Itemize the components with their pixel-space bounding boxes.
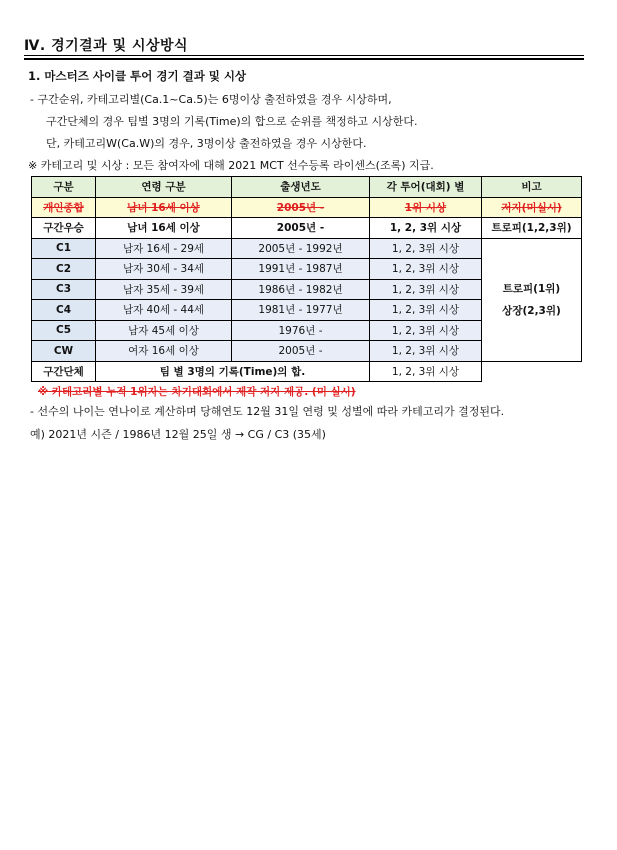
table-cell: 1981년 - 1977년 — [232, 300, 370, 321]
table-cell: 남자 30세 - 34세 — [96, 259, 232, 280]
section-rule-thick — [24, 58, 584, 60]
table-cell: 남녀 16세 이상 — [96, 218, 232, 239]
footer-line-2: 예) 2021년 시즌 / 1986년 12월 25일 생 → CG / C3 (35세) — [30, 428, 326, 441]
section-rule-thin — [24, 55, 584, 56]
table-cell: C5 — [32, 320, 96, 341]
prize-note-trophy: 트로피(1위) — [502, 282, 561, 295]
table-cell: 1, 2, 3위 시상 — [370, 279, 482, 300]
header-cell: 출생년도 — [232, 177, 370, 198]
table-cell: 남자 16세 - 29세 — [96, 238, 232, 259]
rule-line-1: - 구간순위, 카테고리별(Ca.1~Ca.5)는 6명이상 출전하였을 경우 시상하며, — [30, 93, 392, 106]
table-cell: 1, 2, 3위 시상 — [370, 259, 482, 280]
table-cell: 1, 2, 3위 시상 — [370, 238, 482, 259]
table-cell: C3 — [32, 279, 96, 300]
table-cell: 1, 2, 3위 시상 — [370, 218, 482, 239]
table-cell: 구간우승 — [32, 218, 96, 239]
prize-note-cell — [482, 238, 582, 361]
header-cell: 연령 구분 — [96, 177, 232, 198]
table-cell: 1위 시상 — [370, 197, 482, 218]
table-cell: 남녀 16세 이상 — [96, 197, 232, 218]
table-cell: 남자 40세 - 44세 — [96, 300, 232, 321]
table-cell: 2005년 - — [232, 197, 370, 218]
award-table — [31, 176, 582, 382]
table-cell: 2005년 - — [232, 218, 370, 239]
table-cell: 2005년 - 1992년 — [232, 238, 370, 259]
rule-line-4: ※ 카테고리 및 시상 : 모든 참여자에 대해 2021 MCT 선수등록 라이센스(조록) 지급. — [28, 159, 434, 172]
footer-line-1: - 선수의 나이는 연나이로 계산하며 당해연도 12월 31일 연령 및 성별에 따라 카테고리가 결정된다. — [30, 405, 505, 418]
table-cell: C4 — [32, 300, 96, 321]
subsection-title: 1. 마스터즈 사이클 투어 경기 결과 및 시상 — [28, 69, 247, 83]
header-cell: 각 투어(대회) 별 — [370, 177, 482, 198]
table-row-struck — [32, 197, 582, 218]
table-cell: 개인종합 — [32, 197, 96, 218]
header-cell: 구분 — [32, 177, 96, 198]
table-cell: 1986년 - 1982년 — [232, 279, 370, 300]
table-cell: 1, 2, 3위 시상 — [370, 361, 482, 382]
table-cell: 1, 2, 3위 시상 — [370, 341, 482, 362]
table-cell: C1 — [32, 238, 96, 259]
table-cell: 남자 35세 - 39세 — [96, 279, 232, 300]
table-cell: 1, 2, 3위 시상 — [370, 300, 482, 321]
table-cell: 1976년 - — [232, 320, 370, 341]
table-cell: 남자 45세 이상 — [96, 320, 232, 341]
table-cell: 2005년 - — [232, 341, 370, 362]
table-cell: 팀 별 3명의 기록(Time)의 합. — [96, 361, 370, 382]
table-cell: 1, 2, 3위 시상 — [370, 320, 482, 341]
header-cell: 비고 — [482, 177, 582, 198]
section-title: Ⅳ. 경기결과 및 시상방식 — [24, 38, 189, 54]
table-header-row — [32, 177, 582, 198]
rule-line-2: 구간단체의 경우 팀별 3명의 기록(Time)의 합으로 순위를 책정하고 시상한다. — [46, 115, 418, 128]
table-cell: CW — [32, 341, 96, 362]
table-cell: 여자 16세 이상 — [96, 341, 232, 362]
prize-note-certificate: 상장(2,3위) — [502, 304, 561, 317]
rule-line-3: 단, 카테고리W(Ca.W)의 경우, 3명이상 출전하였을 경우 시상한다. — [46, 137, 367, 150]
table-cell: 구간단체 — [32, 361, 96, 382]
table-cell: C2 — [32, 259, 96, 280]
table-cell: 트로피(1,2,3위) — [482, 218, 582, 239]
struck-red-note: ※ 카테고리별 누적 1위자는 차기대회에서 제작 저지 제공. (미 실시) — [38, 386, 356, 398]
table-cell: 저지(미실시) — [482, 197, 582, 218]
table-row-stage — [32, 218, 582, 239]
table-cell: 1991년 - 1987년 — [232, 259, 370, 280]
table-row-c1 — [32, 238, 582, 259]
table-row-team — [32, 361, 582, 382]
